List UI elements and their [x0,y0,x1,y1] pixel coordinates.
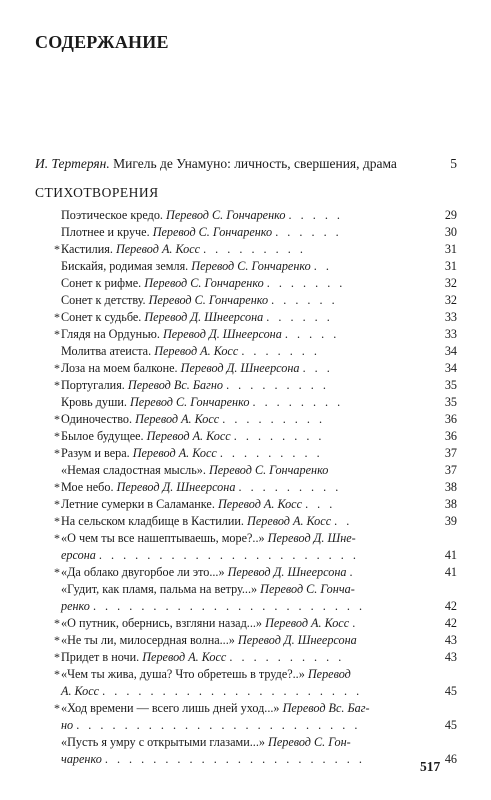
toc-entry-line [35,411,457,428]
entry-page-number: 38 [444,480,457,494]
entry-page-number: 42 [444,616,457,630]
entry-translator: Перевод Д. Шнеерсона [237,633,357,647]
entry-translator: Перевод А. Косс [265,616,350,630]
entry-title: Придет в ночи. [61,650,140,664]
asterisk-marker: * [54,701,60,715]
dot-leader: . . . . . . . . [252,395,344,409]
toc-entry-continuation [35,717,457,734]
dot-leader: . . . . . . . . . [219,446,323,460]
toc-entry-line [35,581,457,598]
toc-entry [35,649,457,666]
page-heading: СОДЕРЖАНИЕ [35,32,169,52]
dot-leader: . . . . . . [266,310,333,324]
entry-translator: Перевод А. Косс [132,446,217,460]
entry-title: Плотнее и круче. [61,225,150,239]
toc-entry [35,241,457,258]
page-number: 517 [420,759,441,774]
intro-page-number: 5 [450,156,457,171]
toc-entry-line [35,734,457,751]
toc-entry [35,224,457,241]
toc-entry [35,207,457,224]
entry-translator: Перевод С. Гончаренко [166,208,286,222]
entry-title: Лоза на моем балконе. [61,361,178,375]
toc-entry-line [35,530,457,547]
dot-leader: . . . . . . [275,225,342,239]
entry-title: Кровь души. [61,395,127,409]
toc-list [35,207,457,768]
toc-entry [35,462,457,479]
entry-title: «Чем ты жива, душа? Что обретешь в труде?..» [61,667,305,681]
toc-entry-line [35,632,457,649]
toc-entry-line [35,649,457,666]
toc-entry [35,666,457,700]
entry-translator: Перевод С. Гончаренко [129,395,250,409]
entry-title: Кастилия. [61,242,113,256]
toc-entry-line [35,275,457,292]
entry-translator: Перевод Д. Шнеерсона [162,327,282,341]
dot-leader: . . . [305,497,336,511]
entry-translator: ерсона [61,548,96,562]
toc-entry [35,700,457,734]
dot-leader: . . [313,259,332,273]
toc-entry [35,513,457,530]
entry-translator: Перевод С. Гонча- [260,582,355,596]
dot-leader: . . . . . [284,327,340,341]
toc-entry [35,581,457,615]
toc-entry-line [35,496,457,513]
toc-entry [35,564,457,581]
toc-entry-line [35,292,457,309]
asterisk-marker: * [54,327,60,341]
asterisk-marker: * [54,378,60,392]
toc-entry-line [35,700,457,717]
toc-entry-continuation [35,683,457,700]
toc-entry-continuation [35,547,457,564]
entry-translator: Перевод С. Гончаренко [144,276,264,290]
intro-entry [35,155,457,173]
entry-title: Португалия. [61,378,125,392]
entry-title: «Ход времени — всего лишь дней уход...» [61,701,280,715]
toc-entry-line [35,564,457,581]
entry-title: Летние сумерки в Саламанке. [61,497,215,511]
asterisk-marker: * [54,531,60,545]
entry-translator: Перевод Д. Шне- [267,531,356,545]
entry-page-number: 31 [444,259,457,273]
toc-entry-line [35,615,457,632]
entry-translator: Перевод А. Косс [135,412,220,426]
entry-title: Мое небо. [61,480,114,494]
dot-leader: . . . . . . . . . . . . . . . . . . . . . . [98,548,359,562]
dot-leader: . . . . . . . [266,276,346,290]
dot-leader: . . . . . . . . . [226,378,329,392]
dot-leader: . . . . . . . . [233,429,325,443]
entry-page-number: 39 [444,514,457,528]
entry-title: «Пусть я умру с открытыми глазами...» [61,735,265,749]
intro-title: Мигель де Унамуно: личность, свершения, драма [113,156,397,171]
asterisk-marker: * [54,412,60,426]
dot-leader: . . . . . . . . . . . . . . . . . . . . . . . [92,599,366,613]
asterisk-marker: * [54,446,60,460]
dot-leader: . . . . . . . . . . . . . . . . . . . . . . . . [76,718,361,732]
entry-page-number: 31 [444,242,457,256]
toc-entry-line [35,666,457,683]
entry-page-number: 46 [444,752,457,766]
toc-entry [35,428,457,445]
asterisk-marker: * [54,616,60,630]
toc-entry [35,258,457,275]
asterisk-marker: * [54,480,60,494]
entry-translator: но [61,718,74,732]
entry-page-number: 36 [444,412,457,426]
entry-title: Бискайя, родимая земля. [61,259,189,273]
toc-entry-line [35,479,457,496]
entry-translator: Перевод Вс. Баг- [282,701,370,715]
asterisk-marker: * [54,361,60,375]
toc-entry-line [35,513,457,530]
entry-page-number: 32 [444,293,457,307]
entry-page-number: 41 [444,565,457,579]
asterisk-marker: * [54,242,60,256]
entry-page-number: 43 [444,650,457,664]
dot-leader: . . . [302,361,333,375]
intro-author: И. Тертерян. [35,156,110,171]
entry-title: «О путник, обернись, взгляни назад...» [61,616,263,630]
entry-page-number: 38 [444,497,457,511]
toc-entry [35,360,457,377]
asterisk-marker: * [54,565,60,579]
entry-title: Молитва атеиста. [61,344,152,358]
entry-page-number: 37 [444,463,457,477]
dot-leader: . . . . . . . . . . [229,650,345,664]
entry-translator: Перевод С. Гончаренко [191,259,311,273]
dot-leader: . . . . . . . . . [222,412,326,426]
toc-entry-line [35,207,457,224]
toc-entry-line [35,377,457,394]
entry-translator: Перевод С. Гончаренко [208,463,329,477]
entry-translator: Перевод С. Гончаренко [152,225,273,239]
entry-title: Сонет к детству. [61,293,146,307]
asterisk-marker: * [54,497,60,511]
toc-entry [35,394,457,411]
dot-leader: . . . . . . . . . . . . . . . . . . . . . . [102,684,363,698]
entry-page-number: 35 [444,378,457,392]
toc-entry [35,309,457,326]
section-title: СТИХОТВОРЕНИЯ [35,185,159,200]
entry-title: «Да облако двугорбое ли это...» [61,565,225,579]
asterisk-marker: * [54,310,60,324]
toc-entry-continuation [35,751,457,768]
toc-entry-line [35,241,457,258]
entry-translator: Перевод А. Косс [146,429,231,443]
entry-title: Былое будущее. [61,429,144,443]
entry-page-number: 30 [444,225,457,239]
entry-translator: Перевод Д. Шнеерсона [180,361,300,375]
toc-entry-line [35,258,457,275]
entry-title: «Не ты ли, милосердная волна...» [61,633,235,647]
entry-page-number: 33 [444,327,457,341]
toc-entry [35,411,457,428]
toc-entry-line [35,462,457,479]
entry-page-number: 45 [444,718,457,732]
asterisk-marker: * [54,429,60,443]
entry-translator: чаренко [61,752,102,766]
dot-leader: . . . . . . . . . [203,242,306,256]
dot-leader: . . . . . [288,208,343,222]
toc-entry [35,326,457,343]
entry-title: «О чем ты все нашептываешь, море?..» [61,531,265,545]
entry-translator: Перевод А. Косс [154,344,239,358]
entry-translator: Перевод А. Косс [247,514,332,528]
toc-entry-line [35,309,457,326]
entry-translator: А. Косс [61,684,100,698]
dot-leader: . . . . . . [271,293,338,307]
dot-leader: . . . . . . . . . [238,480,342,494]
toc-entry-line [35,343,457,360]
toc-entry [35,292,457,309]
entry-translator: Перевод Д. Шнеерсона [116,480,236,494]
toc-entry [35,632,457,649]
entry-page-number: 36 [444,429,457,443]
entry-title: Глядя на Ордунью. [61,327,160,341]
toc-entry-line [35,360,457,377]
asterisk-marker: * [54,514,60,528]
entry-translator: Перевод Д. Шнеерсона [144,310,264,324]
entry-translator: Перевод А. Косс [115,242,201,256]
asterisk-marker: * [54,650,60,664]
asterisk-marker: * [54,667,60,681]
dot-leader: . . . . . . . [241,344,320,358]
entry-title: Сонет к рифме. [61,276,142,290]
entry-page-number: 43 [444,633,457,647]
entry-translator: Перевод А. Косс [142,650,227,664]
dot-leader: . [349,565,356,579]
entry-page-number: 45 [444,684,457,698]
entry-translator: Перевод Д. Шнеерсона [227,565,347,579]
toc-entry [35,275,457,292]
entry-title: «Немая сладостная мысль». [61,463,206,477]
entry-translator: Перевод С. Гон- [268,735,351,749]
asterisk-marker: * [54,633,60,647]
toc-entry-line [35,445,457,462]
toc-entry-line [35,394,457,411]
entry-page-number: 34 [444,344,457,358]
toc-entry [35,615,457,632]
toc-entry [35,530,457,564]
toc-entry [35,445,457,462]
toc-entry-line [35,428,457,445]
entry-title: Одиночество. [61,412,133,426]
entry-page-number: 42 [444,599,457,613]
entry-title: Поэтическое кредо. [61,208,163,222]
toc-entry-line [35,326,457,343]
entry-translator: Перевод А. Косс [217,497,303,511]
entry-translator: Перевод Вс. Багно [127,378,224,392]
dot-leader: . . [334,514,353,528]
entry-page-number: 41 [444,548,457,562]
toc-entry-continuation [35,598,457,615]
entry-page-number: 33 [444,310,457,324]
toc-entry-line [35,224,457,241]
entry-translator: Перевод [307,667,351,681]
entry-translator: ренко [61,599,90,613]
toc-entry [35,377,457,394]
entry-page-number: 35 [444,395,457,409]
entry-title: Разум и вера. [61,446,130,460]
entry-title: На сельском кладбище в Кастилии. [61,514,244,528]
toc-entry [35,479,457,496]
toc-entry [35,496,457,513]
entry-page-number: 37 [444,446,457,460]
dot-leader: . [352,616,359,630]
dot-leader: . . . . . . . . . . . . . . . . . . . . . . [104,752,365,766]
entry-page-number: 32 [444,276,457,290]
toc-entry [35,734,457,768]
entry-title: «Гудит, как пламя, пальма на ветру...» [61,582,258,596]
toc-entry [35,343,457,360]
entry-translator: Перевод С. Гончаренко [148,293,269,307]
entry-title: Сонет к судьбе. [61,310,142,324]
entry-page-number: 29 [444,208,457,222]
entry-page-number: 34 [444,361,457,375]
